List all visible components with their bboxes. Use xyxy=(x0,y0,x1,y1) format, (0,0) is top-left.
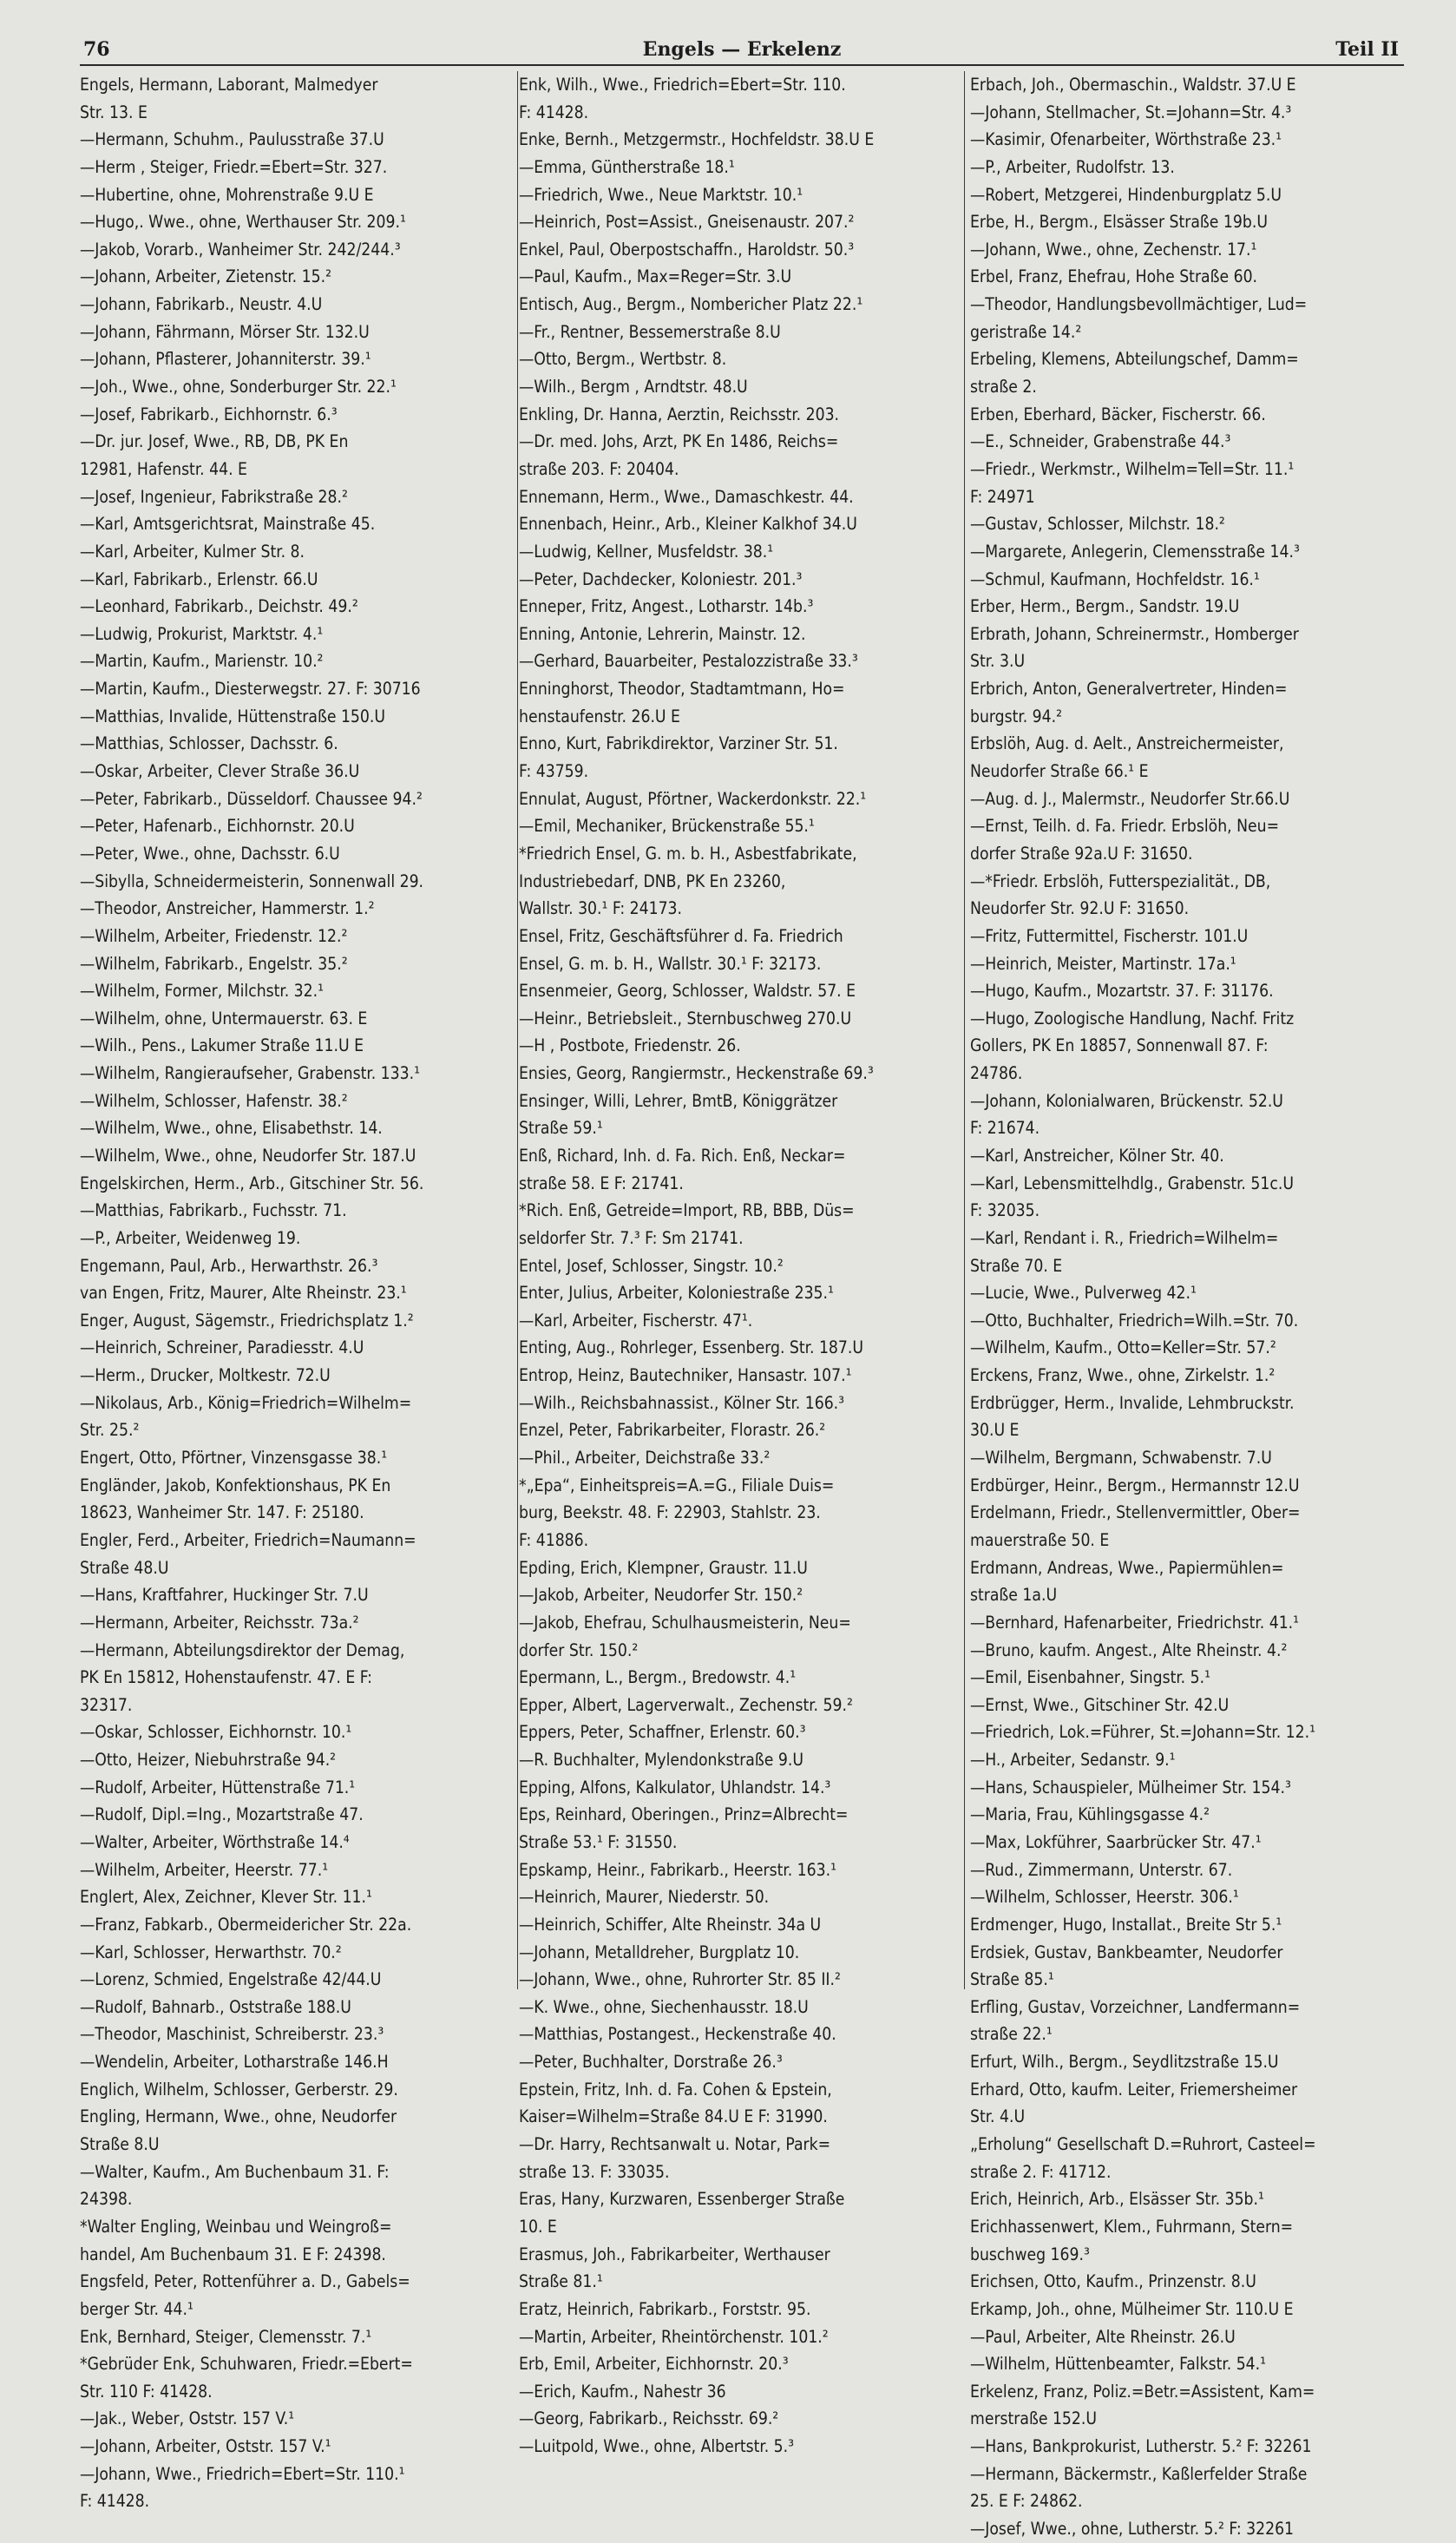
directory-line: Epstein, Fritz, Inh. d. Fa. Cohen & Epstein, xyxy=(519,2079,832,2099)
running-title: Engels — Erkelenz xyxy=(642,38,842,61)
directory-line: Erasmus, Joh., Fabrikarbeiter, Werthauser xyxy=(519,2244,830,2264)
directory-line: Entrop, Heinz, Bautechniker, Hansastr. 107.¹ xyxy=(519,1365,852,1386)
directory-line: Englert, Alex, Zeichner, Klever Str. 11.¹ xyxy=(80,1887,372,1908)
directory-line: —Heinr., Betriebsleit., Sternbuschweg 270.U xyxy=(519,1008,852,1028)
directory-line: Erdmenger, Hugo, Installat., Breite Str 5.¹ xyxy=(970,1914,1282,1935)
directory-line: Ennemann, Herm., Wwe., Damaschkestr. 44. xyxy=(519,486,854,507)
directory-line: —Ernst, Wwe., Gitschiner Str. 42.U xyxy=(970,1694,1230,1715)
directory-line: Erbel, Franz, Ehefrau, Hohe Straße 60. xyxy=(970,266,1258,287)
directory-line: —Martin, Kaufm., Diesterwegstr. 27. F: 30716 xyxy=(80,679,421,700)
directory-line: —Rudolf, Arbeiter, Hüttenstraße 71.¹ xyxy=(80,1777,356,1797)
directory-line: —Ludwig, Kellner, Musfeldstr. 38.¹ xyxy=(519,541,774,562)
directory-line: Engländer, Jakob, Konfektionshaus, PK En xyxy=(80,1475,391,1495)
directory-line: Epermann, L., Bergm., Bredowstr. 4.¹ xyxy=(519,1667,797,1688)
directory-line: —Otto, Buchhalter, Friedrich=Wilh.=Str. 70. xyxy=(970,1310,1299,1331)
directory-line: F: 43759. xyxy=(519,761,589,782)
directory-line: —Wilhelm, Arbeiter, Friedenstr. 12.² xyxy=(80,925,348,946)
directory-line: —Lucie, Wwe., Pulverweg 42.¹ xyxy=(970,1283,1197,1304)
directory-line: Erfling, Gustav, Vorzeichner, Landfermann= xyxy=(970,1996,1301,2017)
directory-line: —Schmul, Kaufmann, Hochfeldstr. 16.¹ xyxy=(970,568,1260,589)
directory-line: —Peter, Dachdecker, Koloniestr. 201.³ xyxy=(519,568,803,589)
directory-line: *Gebrüder Enk, Schuhwaren, Friedr.=Ebert= xyxy=(80,2354,413,2375)
directory-line: —Emma, Güntherstraße 18.¹ xyxy=(519,156,735,177)
directory-line: —Wilhelm, Former, Milchstr. 32.¹ xyxy=(80,981,325,1002)
directory-line: F: 21674. xyxy=(970,1118,1040,1139)
directory-line: —Matthias, Fabrikarb., Fuchsstr. 71. xyxy=(80,1200,347,1221)
directory-line: —Johann, Fährmann, Mörser Str. 132.U xyxy=(80,321,370,342)
directory-line: Straße 53.¹ F: 31550. xyxy=(519,1832,678,1852)
directory-line: F: 41428. xyxy=(80,2491,150,2512)
directory-line: Enting, Aug., Rohrleger, Essenberg. Str. 187.U xyxy=(519,1337,864,1358)
directory-line: —Hubertine, ohne, Mohrenstraße 9.U E xyxy=(80,184,374,205)
directory-line: —Oskar, Arbeiter, Clever Straße 36.U xyxy=(80,761,360,782)
directory-line: Erbeling, Klemens, Abteilungschef, Damm= xyxy=(970,349,1299,370)
directory-line: straße 22.¹ xyxy=(970,2024,1053,2045)
directory-line: —Margarete, Anlegerin, Clemensstraße 14.³ xyxy=(970,541,1300,562)
directory-line: Str. 25.² xyxy=(80,1420,140,1441)
directory-line: —Johann, Pflasterer, Johanniterstr. 39.¹ xyxy=(80,349,371,370)
directory-line: dorfer Straße 92a.U F: 31650. xyxy=(970,843,1193,864)
directory-line: —Leonhard, Fabrikarb., Deichstr. 49.² xyxy=(80,596,358,617)
directory-line: Erbach, Joh., Obermaschin., Waldstr. 37.U E xyxy=(970,75,1296,95)
directory-line: F: 24971 xyxy=(970,486,1035,507)
directory-line: Str. 13. E xyxy=(80,102,148,122)
directory-line: Enkling, Dr. Hanna, Aerztin, Reichsstr. 203. xyxy=(519,404,840,424)
directory-line: F: 41428. xyxy=(519,102,589,122)
directory-line: —Wilhelm, Schlosser, Hafenstr. 38.² xyxy=(80,1090,348,1111)
directory-line: —Theodor, Handlungsbevollmächtiger, Lud= xyxy=(970,294,1308,315)
directory-line: —Rud., Zimmermann, Unterstr. 67. xyxy=(970,1859,1233,1880)
directory-line: —Emil, Eisenbahner, Singstr. 5.¹ xyxy=(970,1667,1210,1688)
directory-line: —Aug. d. J., Malermstr., Neudorfer Str.66.U xyxy=(970,788,1290,809)
directory-line: —Hans, Bankprokurist, Lutherstr. 5.² F: 32261 xyxy=(970,2436,1312,2457)
directory-line: —Karl, Rendant i. R., Friedrich=Wilhelm= xyxy=(970,1227,1279,1248)
directory-line: F: 41886. xyxy=(519,1529,589,1550)
directory-line: Straße 8.U xyxy=(80,2134,160,2155)
directory-line: *Walter Engling, Weinbau und Weingroß= xyxy=(80,2216,392,2237)
directory-line: —Wilh., Reichsbahnassist., Kölner Str. 166.³ xyxy=(519,1392,845,1413)
directory-line: Straße 81.¹ xyxy=(519,2271,603,2292)
directory-line: straße 13. F: 33035. xyxy=(519,2161,670,2182)
directory-line: —Martin, Kaufm., Marienstr. 10.² xyxy=(80,651,324,672)
directory-line: —Karl, Schlosser, Herwarthstr. 70.² xyxy=(80,1942,342,1962)
part-label: Teil II xyxy=(1335,38,1399,61)
directory-line: —Paul, Kaufm., Max=Reger=Str. 3.U xyxy=(519,266,792,287)
directory-line: —Paul, Arbeiter, Alte Rheinstr. 26.U xyxy=(970,2326,1236,2347)
directory-line: berger Str. 44.¹ xyxy=(80,2298,193,2319)
directory-line: Erfurt, Wilh., Bergm., Seydlitzstraße 15.U xyxy=(970,2052,1279,2073)
directory-line: —Gustav, Schlosser, Milchstr. 18.² xyxy=(970,514,1225,535)
directory-line: —Karl, Arbeiter, Fischerstr. 47¹. xyxy=(519,1310,753,1331)
column-2 xyxy=(519,71,961,2461)
directory-line: Entisch, Aug., Bergm., Nombericher Platz 22.¹ xyxy=(519,294,863,315)
directory-line: —Hugo, Zoologische Handlung, Nachf. Fritz xyxy=(970,1008,1295,1028)
directory-line: Erdmann, Andreas, Wwe., Papiermühlen= xyxy=(970,1557,1284,1578)
directory-line: *Friedrich Ensel, G. m. b. H., Asbestfabrikate, xyxy=(519,843,857,864)
directory-line: —Max, Lokführer, Saarbrücker Str. 47.¹ xyxy=(970,1832,1262,1852)
directory-line: —Jakob, Arbeiter, Neudorfer Str. 150.² xyxy=(519,1585,803,1606)
directory-line: Ensinger, Willi, Lehrer, BmtB, Königgrätzer xyxy=(519,1090,838,1111)
directory-line: Gollers, PK En 18857, Sonnenwall 87. F: xyxy=(970,1035,1269,1056)
directory-line: —Rudolf, Bahnarb., Oststraße 188.U xyxy=(80,1996,351,2017)
directory-line: —Phil., Arbeiter, Deichstraße 33.² xyxy=(519,1448,771,1469)
directory-line: seldorfer Str. 7.³ F: Sm 21741. xyxy=(519,1227,744,1248)
directory-line: Engelskirchen, Herm., Arb., Gitschiner Str. 56. xyxy=(80,1173,424,1193)
directory-line: Industriebedarf, DNB, PK En 23260, xyxy=(519,871,786,891)
column-divider xyxy=(964,71,965,1989)
directory-line: —Hermann, Bäckermstr., Kaßlerfelder Straße xyxy=(970,2463,1308,2484)
directory-line: Enninghorst, Theodor, Stadtamtmann, Ho= xyxy=(519,679,845,700)
directory-line: Enning, Antonie, Lehrerin, Mainstr. 12. xyxy=(519,623,806,644)
directory-line: —Karl, Amtsgerichtsrat, Mainstraße 45. xyxy=(80,514,376,535)
directory-line: —Hermann, Abteilungsdirektor der Demag, xyxy=(80,1639,405,1660)
directory-line: Enkel, Paul, Oberpostschaffn., Haroldstr. 50.³ xyxy=(519,239,855,260)
directory-line: —Johann, Arbeiter, Zietenstr. 15.² xyxy=(80,266,331,287)
directory-line: —Bernhard, Hafenarbeiter, Friedrichstr. 41.¹ xyxy=(970,1612,1300,1633)
directory-line: —Jakob, Vorarb., Wanheimer Str. 242/244.³ xyxy=(80,239,401,260)
directory-line: Erdbürger, Heinr., Bergm., Hermannstr 12.U xyxy=(970,1475,1300,1495)
directory-line: Epping, Alfons, Kalkulator, Uhlandstr. 14.³ xyxy=(519,1777,831,1797)
directory-line: —Dr. Harry, Rechtsanwalt u. Notar, Park= xyxy=(519,2134,831,2155)
directory-line: —Peter, Buchhalter, Dorstraße 26.³ xyxy=(519,2052,783,2073)
directory-line: —Emil, Mechaniker, Brückenstraße 55.¹ xyxy=(519,816,815,837)
directory-line: Enk, Wilh., Wwe., Friedrich=Ebert=Str. 110. xyxy=(519,75,846,95)
directory-line: Erbslöh, Aug. d. Aelt., Anstreichermeister, xyxy=(970,733,1284,754)
directory-line: —Matthias, Schlosser, Dachsstr. 6. xyxy=(80,733,338,754)
directory-line: Engemann, Paul, Arb., Herwarthstr. 26.³ xyxy=(80,1255,378,1276)
column-3 xyxy=(970,71,1413,2543)
directory-line: —Walter, Kaufm., Am Buchenbaum 31. F: xyxy=(80,2161,390,2182)
directory-line: —Herm., Drucker, Moltkestr. 72.U xyxy=(80,1365,331,1386)
directory-line: —Fritz, Futtermittel, Fischerstr. 101.U xyxy=(970,925,1249,946)
directory-line: Ensenmeier, Georg, Schlosser, Waldstr. 57. E xyxy=(519,981,856,1002)
directory-line: —H , Postbote, Friedenstr. 26. xyxy=(519,1035,741,1056)
directory-line: straße 1a.U xyxy=(970,1585,1058,1606)
directory-line: PK En 15812, Hohenstaufenstr. 47. E F: xyxy=(80,1667,372,1688)
directory-line: —Franz, Fabkarb., Obermeidericher Str. 22a. xyxy=(80,1914,412,1935)
directory-line: —Georg, Fabrikarb., Reichsstr. 69.² xyxy=(519,2408,779,2429)
directory-line: Straße 70. E xyxy=(970,1255,1063,1276)
directory-line: dorfer Str. 150.² xyxy=(519,1639,639,1660)
directory-line: —Hermann, Arbeiter, Reichsstr. 73a.² xyxy=(80,1612,359,1633)
directory-line: —Luitpold, Wwe., ohne, Albertstr. 5.³ xyxy=(519,2436,795,2457)
directory-line: Enno, Kurt, Fabrikdirektor, Varziner Str. 51. xyxy=(519,733,838,754)
directory-line: —Heinrich, Schreiner, Paradiesstr. 4.U xyxy=(80,1337,364,1358)
directory-line: handel, Am Buchenbaum 31. E F: 24398. xyxy=(80,2244,386,2264)
directory-line: Erkamp, Joh., ohne, Mülheimer Str. 110.U E xyxy=(970,2298,1294,2319)
directory-line: Erbrich, Anton, Generalvertreter, Hinden= xyxy=(970,679,1288,700)
directory-line: Ennenbach, Heinr., Arb., Kleiner Kalkhof 34.U xyxy=(519,514,857,535)
directory-line: Erbe, H., Bergm., Elsässer Straße 19b.U xyxy=(970,212,1268,233)
directory-line: 18623, Wanheimer Str. 147. F: 25180. xyxy=(80,1502,364,1523)
directory-line: Str. 110 F: 41428. xyxy=(80,2381,213,2402)
directory-line: —Herm , Steiger, Friedr.=Ebert=Str. 327. xyxy=(80,156,388,177)
directory-line: —Hermann, Schuhm., Paulusstraße 37.U xyxy=(80,129,384,150)
directory-line: —Ludwig, Prokurist, Marktstr. 4.¹ xyxy=(80,623,324,644)
directory-line: —Dr. med. Johs, Arzt, PK En 1486, Reichs= xyxy=(519,431,839,452)
directory-line: Enger, August, Sägemstr., Friedrichsplatz 1.² xyxy=(80,1310,414,1331)
directory-line: straße 2. xyxy=(970,377,1037,398)
directory-line: Straße 85.¹ xyxy=(970,1969,1054,1990)
directory-line: Enß, Richard, Inh. d. Fa. Rich. Enß, Neckar= xyxy=(519,1145,846,1166)
directory-line: Wallstr. 30.¹ F: 24173. xyxy=(519,898,683,919)
directory-line: Str. 3.U xyxy=(970,651,1026,672)
directory-line: van Engen, Fritz, Maurer, Alte Rheinstr. 23.¹ xyxy=(80,1283,407,1304)
directory-line: —Bruno, kaufm. Angest., Alte Rheinstr. 4.² xyxy=(970,1639,1288,1660)
directory-line: —Johann, Kolonialwaren, Brückenstr. 52.U xyxy=(970,1090,1283,1111)
page-number: 76 xyxy=(83,38,110,61)
directory-line: —Heinrich, Post=Assist., Gneisenaustr. 207.² xyxy=(519,212,855,233)
directory-line: —Kasimir, Ofenarbeiter, Wörthstraße 23.¹ xyxy=(970,129,1282,150)
directory-line: —Josef, Wwe., ohne, Lutherstr. 5.² F: 32261 xyxy=(970,2519,1295,2540)
directory-line: —Johann, Fabrikarb., Neustr. 4.U xyxy=(80,294,323,315)
directory-line: Erb, Emil, Arbeiter, Eichhornstr. 20.³ xyxy=(519,2354,789,2375)
directory-line: Erdelmann, Friedr., Stellenvermittler, Ober= xyxy=(970,1502,1301,1523)
directory-line: *Rich. Enß, Getreide=Import, RB, BBB, Düs= xyxy=(519,1200,855,1221)
directory-line: Enke, Bernh., Metzgermstr., Hochfeldstr. 38.U E xyxy=(519,129,875,150)
directory-line: —Robert, Metzgerei, Hindenburgplatz 5.U xyxy=(970,184,1282,205)
directory-line: —Erich, Kaufm., Nahestr 36 xyxy=(519,2381,726,2402)
directory-line: Erkelenz, Franz, Poliz.=Betr.=Assistent, Kam= xyxy=(970,2381,1315,2402)
directory-line: Neudorfer Straße 66.¹ E xyxy=(970,761,1149,782)
directory-line: —Martin, Arbeiter, Rheintörchenstr. 101.² xyxy=(519,2326,829,2347)
directory-line: Eppers, Peter, Schaffner, Erlenstr. 60.³ xyxy=(519,1722,806,1743)
directory-line: —Johann, Wwe., ohne, Zechenstr. 17.¹ xyxy=(970,239,1257,260)
directory-line: —P., Arbeiter, Weidenweg 19. xyxy=(80,1227,301,1248)
directory-line: —Wilhelm, Wwe., ohne, Neudorfer Str. 187.U xyxy=(80,1145,416,1166)
directory-line: burgstr. 94.² xyxy=(970,706,1063,726)
directory-line: 24398. xyxy=(80,2189,133,2210)
directory-line: —Joh., Wwe., ohne, Sonderburger Str. 22.¹ xyxy=(80,377,397,398)
directory-line: —Johann, Arbeiter, Oststr. 157 V.¹ xyxy=(80,2436,331,2457)
directory-line: —Theodor, Maschinist, Schreiberstr. 23.³ xyxy=(80,2024,384,2045)
directory-line: —Wilh., Pens., Lakumer Straße 11.U E xyxy=(80,1035,364,1056)
directory-line: Erbrath, Johann, Schreinermstr., Homberger xyxy=(970,623,1299,644)
directory-line: —Peter, Fabrikarb., Düsseldorf. Chaussee 94.² xyxy=(80,788,423,809)
directory-line: henstaufenstr. 26.U E xyxy=(519,706,680,726)
directory-line: —Lorenz, Schmied, Engelstraße 42/44.U xyxy=(80,1969,382,1990)
directory-line: —Friedr., Werkmstr., Wilhelm=Tell=Str. 11.¹ xyxy=(970,458,1295,479)
directory-line: Erichhassenwert, Klem., Fuhrmann, Stern= xyxy=(970,2216,1294,2237)
directory-line: Erich, Heinrich, Arb., Elsässer Str. 35b.¹ xyxy=(970,2189,1264,2210)
directory-line: Eps, Reinhard, Oberingen., Prinz=Albrecht= xyxy=(519,1804,849,1825)
directory-line: burg, Beekstr. 48. F: 22903, Stahlstr. 23. xyxy=(519,1502,821,1523)
directory-line: straße 58. E F: 21741. xyxy=(519,1173,684,1193)
directory-line: mauerstraße 50. E xyxy=(970,1529,1110,1550)
directory-line: —Heinrich, Meister, Martinstr. 17a.¹ xyxy=(970,953,1236,974)
directory-line: —Heinrich, Maurer, Niederstr. 50. xyxy=(519,1887,770,1908)
page-header xyxy=(80,35,1404,66)
directory-line: —Wilhelm, Bergmann, Schwabenstr. 7.U xyxy=(970,1448,1272,1469)
directory-line: —Johann, Stellmacher, St.=Johann=Str. 4.³ xyxy=(970,102,1292,122)
directory-line: geristraße 14.² xyxy=(970,321,1082,342)
directory-line: Erichsen, Otto, Kaufm., Prinzenstr. 8.U xyxy=(970,2271,1256,2292)
directory-line: Engler, Ferd., Arbeiter, Friedrich=Naumann= xyxy=(80,1529,416,1550)
directory-line: —Matthias, Postangest., Heckenstraße 40. xyxy=(519,2024,836,2045)
directory-line: Engels, Hermann, Laborant, Malmedyer xyxy=(80,75,378,95)
directory-line: —Otto, Heizer, Niebuhrstraße 94.² xyxy=(80,1750,337,1771)
directory-line: Kaiser=Wilhelm=Straße 84.U E F: 31990. xyxy=(519,2106,828,2127)
directory-line: —Nikolaus, Arb., König=Friedrich=Wilhelm= xyxy=(80,1392,412,1413)
column-1 xyxy=(80,71,522,2515)
directory-line: —Josef, Ingenieur, Fabrikstraße 28.² xyxy=(80,486,348,507)
directory-line: Ennulat, August, Pförtner, Wackerdonkstr. 22.¹ xyxy=(519,788,867,809)
directory-line: Ensies, Georg, Rangiermstr., Heckenstraße 69.³ xyxy=(519,1063,874,1084)
directory-line: —Maria, Frau, Kühlingsgasse 4.² xyxy=(970,1804,1210,1825)
directory-line: Eras, Hany, Kurzwaren, Essenberger Straße xyxy=(519,2189,845,2210)
directory-line: Enter, Julius, Arbeiter, Koloniestraße 235.¹ xyxy=(519,1283,834,1304)
directory-line: —Friedrich, Wwe., Neue Marktstr. 10.¹ xyxy=(519,184,803,205)
directory-line: —Heinrich, Schiffer, Alte Rheinstr. 34a U xyxy=(519,1914,822,1935)
directory-line: —Wilhelm, Schlosser, Heerstr. 306.¹ xyxy=(970,1887,1239,1908)
directory-line: —E., Schneider, Grabenstraße 44.³ xyxy=(970,431,1231,452)
directory-line: —Wilhelm, Arbeiter, Heerstr. 77.¹ xyxy=(80,1859,329,1880)
directory-line: —Wendelin, Arbeiter, Lotharstraße 146.H xyxy=(80,2052,389,2073)
directory-line: —Otto, Bergm., Wertbstr. 8. xyxy=(519,349,727,370)
directory-line: —Wilhelm, Fabrikarb., Engelstr. 35.² xyxy=(80,953,348,974)
directory-line: Epskamp, Heinr., Fabrikarb., Heerstr. 163.¹ xyxy=(519,1859,837,1880)
directory-line: —Ernst, Teilh. d. Fa. Friedr. Erbslöh, Neu= xyxy=(970,816,1280,837)
directory-line: —Wilhelm, ohne, Untermauerstr. 63. E xyxy=(80,1008,368,1028)
directory-line: Enneper, Fritz, Angest., Lotharstr. 14b.³ xyxy=(519,596,814,617)
directory-line: F: 32035. xyxy=(970,1200,1040,1221)
directory-line: —Wilh., Bergm , Arndtstr. 48.U xyxy=(519,377,748,398)
directory-line: buschweg 169.³ xyxy=(970,2244,1090,2264)
directory-line: Ensel, Fritz, Geschäftsführer d. Fa. Friedrich xyxy=(519,925,843,946)
directory-line: —K. Wwe., ohne, Siechenhausstr. 18.U xyxy=(519,1996,809,2017)
directory-line: —Johann, Wwe., ohne, Ruhrorter Str. 85 II.² xyxy=(519,1969,841,1990)
directory-line: —Wilhelm, Wwe., ohne, Elisabethstr. 14. xyxy=(80,1118,383,1139)
directory-line: —R. Buchhalter, Mylendonkstraße 9.U xyxy=(519,1750,803,1771)
directory-line: Enk, Bernhard, Steiger, Clemensstr. 7.¹ xyxy=(80,2326,372,2347)
directory-line: Erckens, Franz, Wwe., ohne, Zirkelstr. 1.² xyxy=(970,1365,1276,1386)
directory-line: Erben, Eberhard, Bäcker, Fischerstr. 66. xyxy=(970,404,1266,424)
directory-line: Englich, Wilhelm, Schlosser, Gerberstr. 29. xyxy=(80,2079,398,2099)
directory-line: —Wilhelm, Kaufm., Otto=Keller=Str. 57.² xyxy=(970,1337,1276,1358)
directory-line: —Jakob, Ehefrau, Schulhausmeisterin, Neu= xyxy=(519,1612,851,1633)
directory-line: Entel, Josef, Schlosser, Singstr. 10.² xyxy=(519,1255,784,1276)
directory-line: Epper, Albert, Lagerverwalt., Zechenstr. 59.² xyxy=(519,1694,853,1715)
directory-line: —H., Arbeiter, Sedanstr. 9.¹ xyxy=(970,1750,1176,1771)
directory-line: 12981, Hafenstr. 44. E xyxy=(80,458,247,479)
directory-line: Straße 48.U xyxy=(80,1557,169,1578)
directory-line: Enzel, Peter, Fabrikarbeiter, Florastr. 26.² xyxy=(519,1420,826,1441)
directory-line: „Erholung“ Gesellschaft D.=Ruhrort, Casteel= xyxy=(970,2134,1316,2155)
directory-line: Neudorfer Str. 92.U F: 31650. xyxy=(970,898,1190,919)
directory-line: —Sibylla, Schneidermeisterin, Sonnenwall 29. xyxy=(80,871,424,891)
directory-line: —Hans, Schauspieler, Mülheimer Str. 154.³ xyxy=(970,1777,1291,1797)
directory-line: straße 2. F: 41712. xyxy=(970,2161,1112,2182)
directory-line: 24786. xyxy=(970,1063,1023,1084)
directory-line: —Karl, Arbeiter, Kulmer Str. 8. xyxy=(80,541,305,562)
directory-line: Erber, Herm., Bergm., Sandstr. 19.U xyxy=(970,596,1240,617)
directory-line: Epding, Erich, Klempner, Graustr. 11.U xyxy=(519,1557,808,1578)
directory-line: —Karl, Anstreicher, Kölner Str. 40. xyxy=(970,1145,1224,1166)
directory-line: Erdsiek, Gustav, Bankbeamter, Neudorfer xyxy=(970,1942,1283,1962)
directory-line: —Peter, Hafenarb., Eichhornstr. 20.U xyxy=(80,816,355,837)
directory-line: —Theodor, Anstreicher, Hammerstr. 1.² xyxy=(80,898,375,919)
directory-line: Str. 4.U xyxy=(970,2106,1026,2127)
directory-line: —Walter, Arbeiter, Wörthstraße 14.⁴ xyxy=(80,1832,350,1852)
directory-line: Straße 59.¹ xyxy=(519,1118,603,1139)
directory-line: —Rudolf, Dipl.=Ing., Mozartstraße 47. xyxy=(80,1804,364,1825)
directory-line: —Hugo,. Wwe., ohne, Werthauser Str. 209.¹ xyxy=(80,212,406,233)
directory-line: —Josef, Fabrikarb., Eichhornstr. 6.³ xyxy=(80,404,338,424)
directory-line: *„Epa“, Einheitspreis=A.=G., Filiale Duis= xyxy=(519,1475,835,1495)
directory-line: 32317. xyxy=(80,1694,133,1715)
directory-line: —Gerhard, Bauarbeiter, Pestalozzistraße 33.³ xyxy=(519,651,858,672)
directory-line: —Hugo, Kaufm., Mozartstr. 37. F: 31176. xyxy=(970,981,1274,1002)
directory-line: Erhard, Otto, kaufm. Leiter, Friemersheimer xyxy=(970,2079,1298,2099)
directory-line: —Oskar, Schlosser, Eichhornstr. 10.¹ xyxy=(80,1722,352,1743)
directory-line: —Friedrich, Lok.=Führer, St.=Johann=Str. 12.¹ xyxy=(970,1722,1316,1743)
directory-line: —Jak., Weber, Oststr. 157 V.¹ xyxy=(80,2408,295,2429)
directory-line: Erdbrügger, Herm., Invalide, Lehmbruckstr. xyxy=(970,1392,1295,1413)
directory-line: —Peter, Wwe., ohne, Dachsstr. 6.U xyxy=(80,843,340,864)
directory-line: 10. E xyxy=(519,2216,557,2237)
directory-line: 25. E F: 24862. xyxy=(970,2491,1083,2512)
directory-line: —Dr. jur. Josef, Wwe., RB, DB, PK En xyxy=(80,431,349,452)
directory-line: straße 203. F: 20404. xyxy=(519,458,679,479)
directory-line: —P., Arbeiter, Rudolfstr. 13. xyxy=(970,156,1175,177)
directory-line: —Wilhelm, Hüttenbeamter, Falkstr. 54.¹ xyxy=(970,2354,1267,2375)
directory-line: —Johann, Wwe., Friedrich=Ebert=Str. 110.¹ xyxy=(80,2463,405,2484)
directory-line: Engling, Hermann, Wwe., ohne, Neudorfer xyxy=(80,2106,397,2127)
directory-line: Engsfeld, Peter, Rottenführer a. D., Gabels= xyxy=(80,2271,410,2292)
directory-line: Ensel, G. m. b. H., Wallstr. 30.¹ F: 32173. xyxy=(519,953,822,974)
directory-line: merstraße 152.U xyxy=(970,2408,1098,2429)
directory-line: —Karl, Lebensmittelhdlg., Grabenstr. 51c.U xyxy=(970,1173,1294,1193)
directory-line: —Hans, Kraftfahrer, Huckinger Str. 7.U xyxy=(80,1585,369,1606)
directory-line: —Karl, Fabrikarb., Erlenstr. 66.U xyxy=(80,568,318,589)
directory-line: Eratz, Heinrich, Fabrikarb., Forststr. 95. xyxy=(519,2298,811,2319)
directory-line: —Fr., Rentner, Bessemerstraße 8.U xyxy=(519,321,781,342)
directory-line: —*Friedr. Erbslöh, Futterspezialität., DB, xyxy=(970,871,1271,891)
directory-line: —Wilhelm, Rangieraufseher, Grabenstr. 133.¹ xyxy=(80,1063,421,1084)
directory-line: —Johann, Metalldreher, Burgplatz 10. xyxy=(519,1942,800,1962)
directory-line: Engert, Otto, Pförtner, Vinzensgasse 38.¹ xyxy=(80,1448,388,1469)
directory-line: —Matthias, Invalide, Hüttenstraße 150.U xyxy=(80,706,385,726)
directory-line: 30.U E xyxy=(970,1420,1020,1441)
